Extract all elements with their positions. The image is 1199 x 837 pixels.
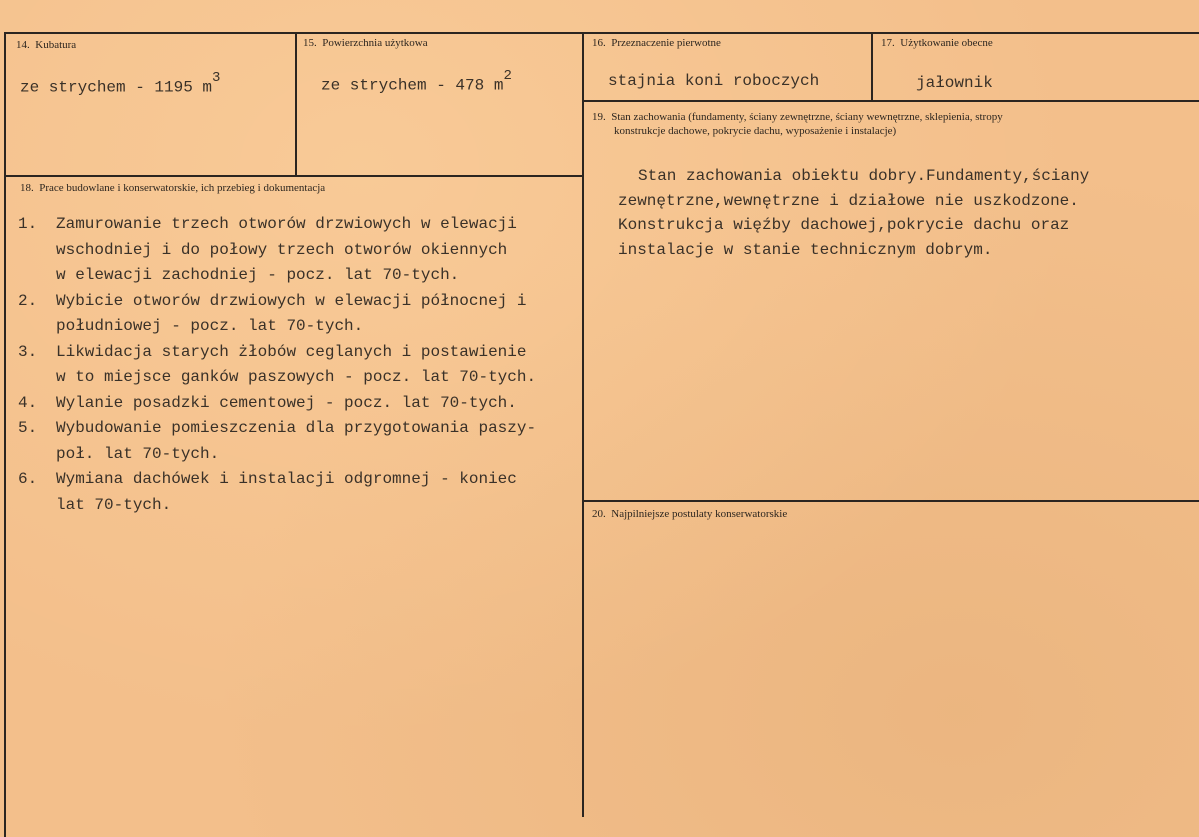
field-15-label — [303, 36, 428, 50]
list-item-line: w elewacji zachodniej - pocz. lat 70-tych. — [56, 266, 460, 284]
field-14-label — [16, 38, 76, 52]
field-15-number: 15. — [303, 37, 317, 49]
list-item-number: 6. — [18, 470, 38, 488]
field-15-title: Powierzchnia użytkowa — [322, 37, 428, 49]
field-15-value-text: ze strychem - 478 m — [321, 76, 504, 95]
left-section-divider — [4, 175, 582, 177]
list-item — [18, 467, 536, 518]
field-16-number: 16. — [592, 37, 606, 49]
field-18-number: 18. — [20, 182, 34, 194]
field-17-label — [881, 36, 993, 50]
field-16-label — [592, 36, 721, 50]
field-20-title: Najpilniejsze postulaty konserwatorskie — [611, 508, 788, 520]
center-divider — [582, 32, 584, 817]
list-item-line: południowej - pocz. lat 70-tych. — [56, 317, 364, 335]
right-divider-16-19 — [584, 100, 1199, 102]
list-item-line: Likwidacja starych żłobów ceglanych i postawienie — [56, 342, 527, 361]
list-item-line: poł. lat 70-tych. — [56, 444, 220, 463]
field-14-title: Kubatura — [35, 39, 77, 51]
list-item-number: 1. — [18, 215, 38, 233]
text-line: Stan zachowania obiektu dobry.Fundamenty,ściany — [638, 167, 1090, 185]
text-line: zewnętrzne,wewnętrzne i działowe nie uszkodzone. — [618, 191, 1079, 210]
text-line: Konstrukcja więźby dachowej,pokrycie dachu oraz — [618, 216, 1070, 234]
field-16-value: stajnia koni roboczych — [608, 72, 820, 90]
right-divider-19-20 — [584, 500, 1199, 502]
field-20-label — [592, 507, 787, 521]
list-item-line: Wylanie posadzki cementowej - pocz. lat 70-tych. — [56, 393, 517, 412]
list-item — [18, 289, 536, 340]
field-19-label-line2: konstrukcje dachowe, pokrycie dachu, wyposażenie i instalacje) — [614, 125, 897, 137]
field-19-title-line1: Stan zachowania (fundamenty, ściany zewnętrzne, ściany wewnętrzne, sklepienia, stropy — [611, 111, 1003, 123]
field-14-number: 14. — [16, 39, 30, 51]
list-item-line: lat 70-tych. — [56, 495, 172, 514]
field-15-value-exponent: 2 — [503, 68, 512, 84]
field-17-title: Użytkowanie obecne — [900, 37, 993, 49]
divider-16-17 — [871, 32, 873, 100]
field-20-number: 20. — [592, 508, 606, 520]
list-item-line: Wymiana dachówek i instalacji odgromnej - koniec — [56, 470, 517, 488]
list-item-number: 3. — [18, 342, 38, 361]
list-item — [18, 416, 536, 467]
list-item-line: Zamurowanie trzech otworów drzwiowych w elewacji — [56, 215, 517, 233]
list-item — [18, 212, 536, 289]
field-19-text — [618, 164, 1089, 262]
field-14-value-text: ze strychem - 1195 m — [20, 78, 213, 97]
field-19-number: 19. — [592, 111, 606, 123]
field-18-title: Prace budowlane i konserwatorskie, ich przebieg i dokumentacja — [39, 182, 326, 194]
field-17-number: 17. — [881, 37, 895, 49]
field-16-title: Przeznaczenie pierwotne — [611, 37, 721, 49]
left-border — [4, 32, 6, 837]
list-item-line: w to miejsce ganków paszowych - pocz. lat 70-tych. — [56, 368, 537, 386]
list-item-number: 5. — [18, 419, 38, 437]
field-14-value — [20, 70, 221, 97]
list-item-number: 2. — [18, 291, 38, 310]
field-19-label — [592, 110, 1003, 124]
field-18-list — [18, 212, 536, 518]
top-border — [4, 32, 1199, 34]
list-item-line: wschodniej i do połowy trzech otworów okiennych — [56, 240, 508, 259]
field-14-value-exponent: 3 — [212, 70, 221, 86]
list-item — [18, 391, 536, 417]
field-18-label — [20, 181, 325, 195]
field-15-value — [321, 68, 512, 95]
list-item-number: 4. — [18, 393, 38, 412]
list-item-line: Wybudowanie pomieszczenia dla przygotowania paszy- — [56, 419, 537, 437]
field-17-value: jałownik — [916, 74, 993, 92]
list-item — [18, 340, 536, 391]
divider-14-15 — [295, 32, 297, 175]
text-line: instalacje w stanie technicznym dobrym. — [618, 240, 993, 259]
list-item-line: Wybicie otworów drzwiowych w elewacji północnej i — [56, 291, 527, 310]
